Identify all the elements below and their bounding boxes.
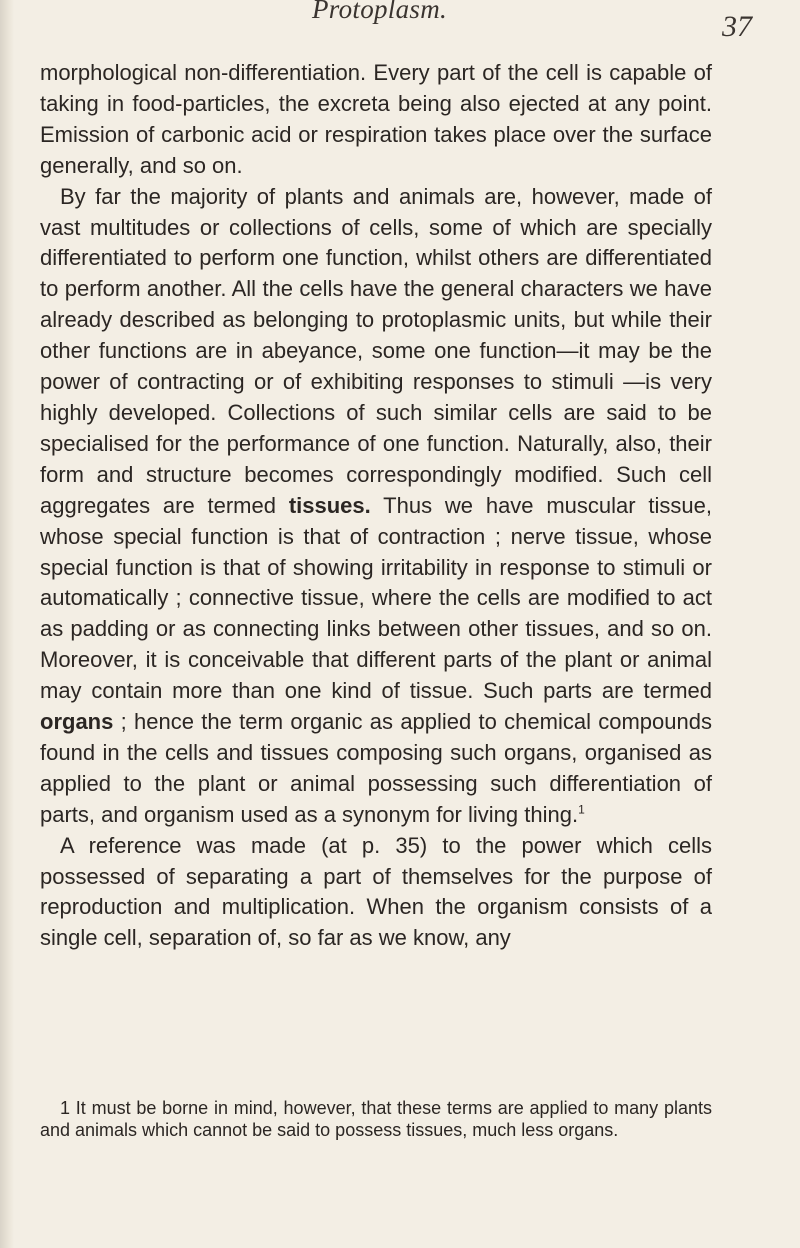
footnote-reference: 1: [578, 802, 585, 817]
page-header: [0, 0, 800, 50]
footnote: [40, 1097, 712, 1141]
term-organs: organs: [40, 709, 114, 735]
paragraph-2-part-e: ; hence the term organic as applied to chemical compounds found in the cells and tissues composing such organs, organised as applied to the plant or animal possessing such differentiation of parts, and organism used as a synonym for living thing.: [40, 709, 712, 827]
footnote-paragraph: [40, 1097, 712, 1141]
body-text: [40, 58, 712, 954]
paragraph-2-part-a: By far the majority of plants and animals are, however, made of vast multitudes or collections of cells, some of which are specially differentiated to perform one function, whilst others are differentiated to perform another. All the cells have the general characters we have already described as belonging to protoplasmic units, but while their other functions are in abeyance, some one function—it may be the power of contracting or of exhibiting responses to stimuli —is very highly developed. Collections of such similar cells are said to be specialised for the performance of one function. Naturally, also, their form and structure becomes correspondingly modified. Such cell aggregates are termed: [40, 183, 712, 518]
paragraph-1: morphological non-differentiation. Every part of the cell is capable of taking in food-particles, the excreta being also ejected at any point. Emission of carbonic acid or respiration takes place over the surface generally, and so on.: [40, 60, 712, 178]
paragraph-2-part-c: Thus we have muscular tissue, whose special function is that of contraction ; nerve tissue, whose special function is that of showing irritability in response to stimuli or automatically ; connective tissue, where the cells are modified to act as padding or as connecting links between other tissues, and so on. Moreover, it is conceivable that different parts of the plant or animal may contain more than one kind of tissue. Such parts are termed: [40, 492, 712, 704]
running-head: Protoplasm.: [312, 0, 448, 24]
page-number: 37: [722, 10, 752, 43]
footnote-marker: 1: [60, 1098, 71, 1118]
paragraph-3: A reference was made (at p. 35) to the power which cells possessed of separating a part of themselves for the purpose of reproduction and multiplication. When the organism consists of a single cell, separation of, so far as we know, any: [40, 832, 712, 951]
page-gutter-shadow: [0, 0, 14, 1248]
paragraph-2: [40, 182, 712, 831]
term-tissues: tissues.: [288, 492, 371, 518]
footnote-text: It must be borne in mind, however, that these terms are applied to many plants and animals which cannot be said to possess tissues, much less organs.: [40, 1098, 712, 1140]
